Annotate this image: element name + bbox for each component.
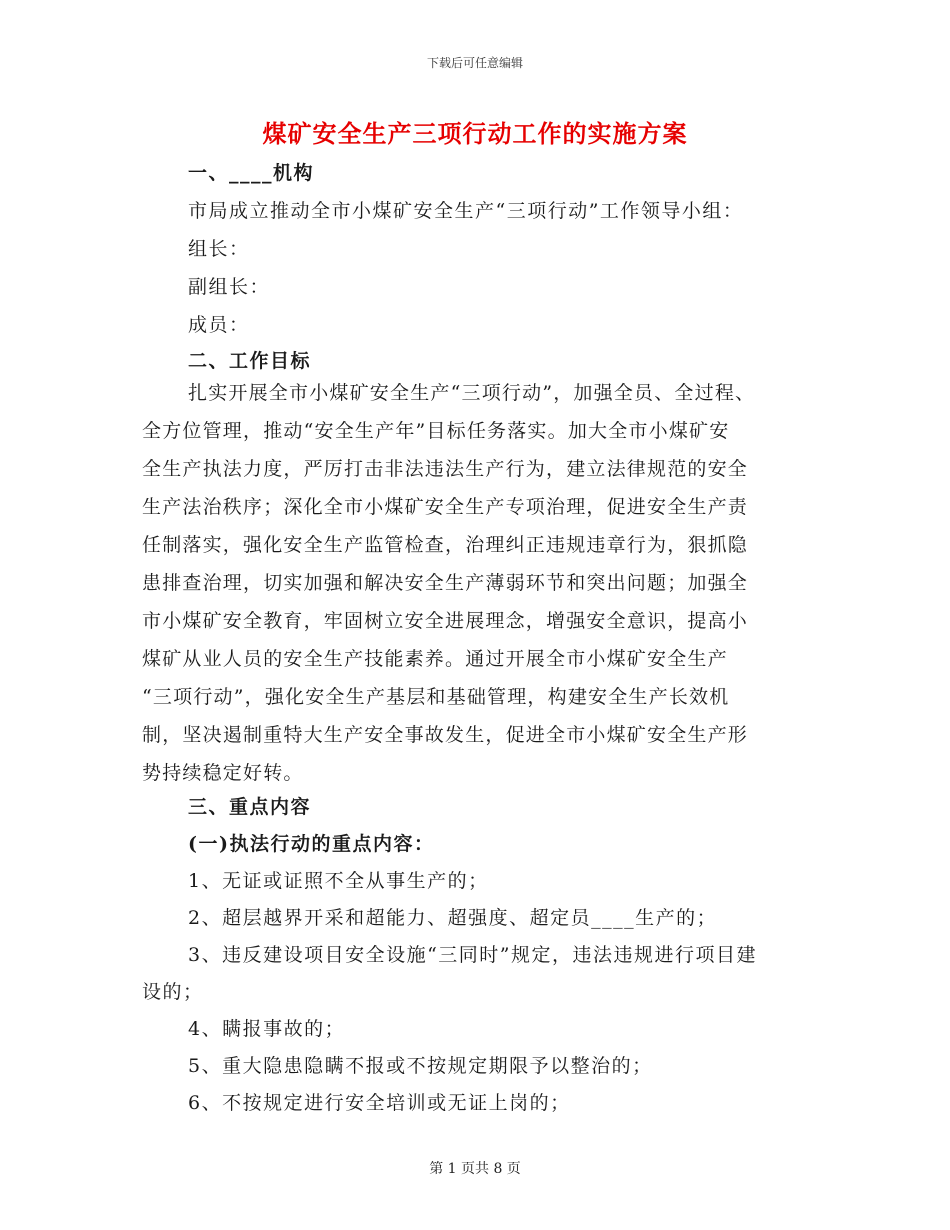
page-header: 下载后可任意编辑 — [426, 56, 523, 70]
paragraph-line: 势持续稳定好转。 — [142, 762, 304, 784]
section1-members: 成员： — [188, 314, 250, 336]
section3-heading: 三、重点内容 — [188, 796, 312, 818]
list-item: 4、瞒报事故的； — [188, 1018, 346, 1040]
section2-heading: 二、工作目标 — [188, 350, 312, 372]
section1-leader: 组长： — [188, 238, 250, 260]
paragraph-line: 任制落实，强化安全生产监管检查，治理纠正违规违章行为，狠抓隐 — [142, 534, 749, 556]
paragraph-line: 全方位管理，推动“安全生产年”目标任务落实。加大全市小煤矿安 — [142, 420, 730, 442]
paragraph-line: 制，坚决遏制重特大生产安全事故发生，促进全市小煤矿安全生产形 — [142, 724, 749, 746]
document-title: 煤矿安全生产三项行动工作的实施方案 — [262, 119, 688, 148]
list-item: 6、不按规定进行安全培训或无证上岗的； — [188, 1092, 571, 1114]
list-item: 1、无证或证照不全从事生产的； — [188, 870, 489, 892]
list-item: 2、超层越界开采和超能力、超强度、超定员____生产的； — [188, 907, 718, 929]
paragraph-line: 煤矿从业人员的安全生产技能素养。通过开展全市小煤矿安全生产 — [142, 648, 728, 670]
paragraph-line: 扎实开展全市小煤矿安全生产“三项行动”，加强全员、全过程、 — [188, 382, 756, 404]
list-item: 3、违反建设项目安全设施“三同时”规定，违法违规进行项目建 — [188, 944, 758, 966]
section1-intro: 市局成立推动全市小煤矿安全生产“三项行动”工作领导小组： — [188, 200, 744, 222]
paragraph-line: 生产法治秩序；深化全市小煤矿安全生产专项治理，促进安全生产责 — [142, 496, 749, 518]
page-footer: 第 1 页共 8 页 — [429, 1161, 521, 1177]
paragraph-line: 患排查治理，切实加强和解决安全生产薄弱环节和突出问题；加强全 — [142, 572, 749, 594]
section3-subheading: (一)执法行动的重点内容： — [188, 833, 435, 855]
section1-heading: 一、____机构 — [188, 162, 315, 184]
section2-paragraph — [142, 374, 814, 792]
paragraph-line: 市小煤矿安全教育，牢固树立安全进展理念，增强安全意识，提高小 — [142, 610, 749, 632]
paragraph-line: 全生产执法力度，严厉打击非法违法生产行为，建立法律规范的安全 — [142, 458, 749, 480]
paragraph-line: “三项行动”，强化安全生产基层和基础管理，构建安全生产长效机 — [142, 686, 730, 708]
list-item-continuation: 设的； — [142, 981, 204, 1003]
list-item: 5、重大隐患隐瞒不报或不按规定期限予以整治的； — [188, 1055, 653, 1077]
section1-vice-leader: 副组长： — [188, 276, 271, 298]
